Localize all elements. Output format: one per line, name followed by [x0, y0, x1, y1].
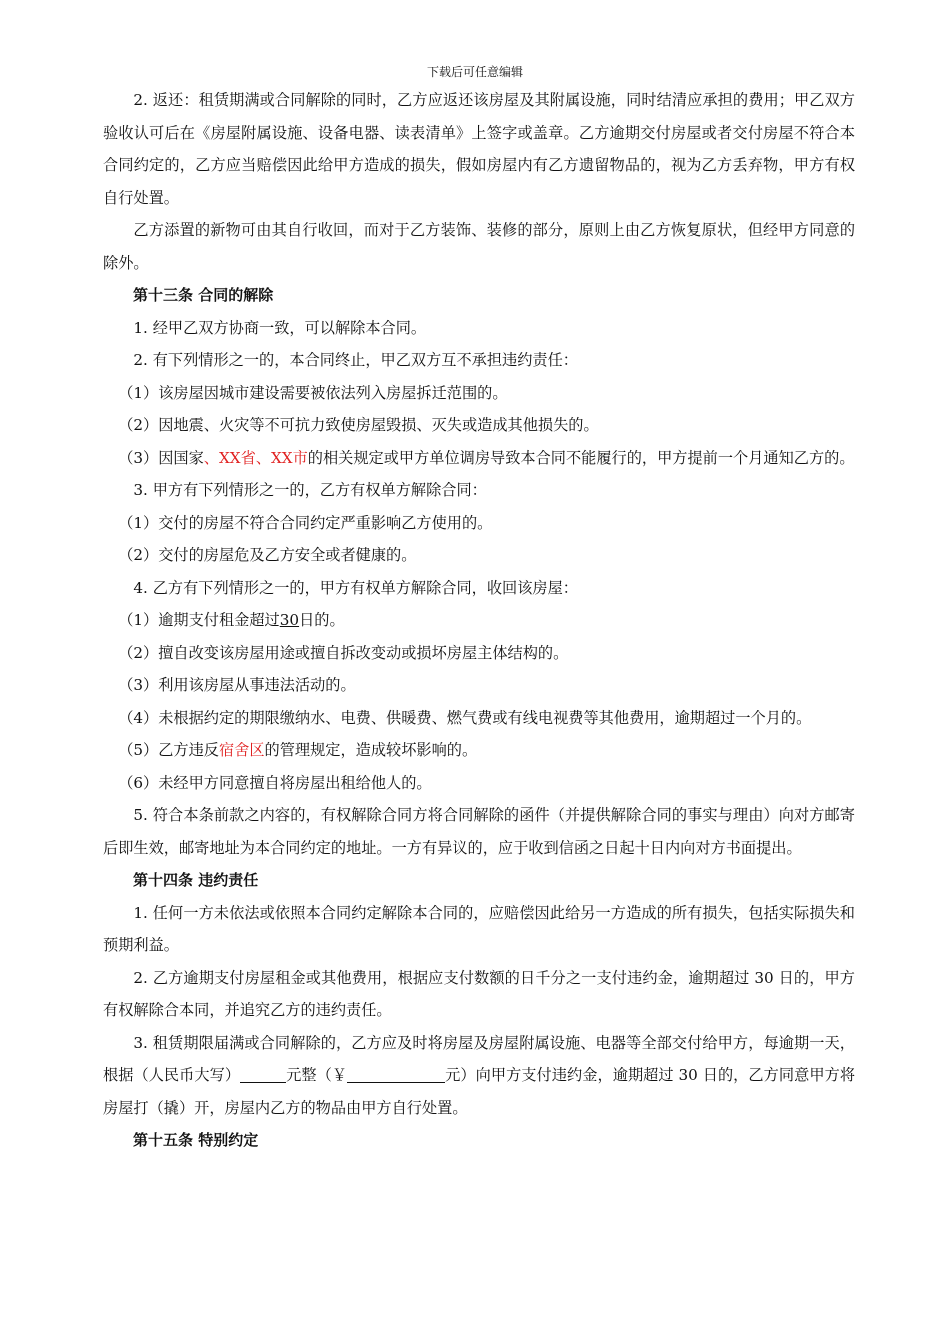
blank-amount-words-field[interactable] [240, 1064, 286, 1083]
text-segment: 元）向甲方支付违约金，逾期超过 30 日的，乙方同意甲方将房屋打（撬）开，房屋内乙方的物品由甲方自行处置。 [103, 1066, 856, 1117]
text-segment: 日的。 [299, 611, 345, 629]
article-13-item-4-4: （4）未根据约定的期限缴纳水、电费、供暖费、燃气费或有线电视费等其他费用，逾期超过一个月的。 [118, 708, 812, 727]
text-segment: （1）逾期支付租金超过 [118, 611, 280, 629]
article-13-item-4-1 [103, 604, 855, 637]
underlined-days-value: 30 [279, 611, 300, 629]
article-13-item-4: 4. 乙方有下列情形之一的，甲方有权单方解除合同，收回该房屋： [133, 578, 578, 597]
text-segment: 的管理规定，造成较坏影响的。 [264, 741, 478, 759]
article-13-item-2-2: （2）因地震、火灾等不可抗力致使房屋毁损、灭失或造成其他损失的。 [118, 416, 599, 434]
article-13-item-3: 3. 甲方有下列情形之一的，乙方有权单方解除合同： [133, 481, 487, 499]
red-highlight-text: 、XX省、XX市 [203, 448, 308, 467]
blank-amount-number-field[interactable] [347, 1064, 445, 1083]
article-13-item-3-2: （2）交付的房屋危及乙方安全或者健康的。 [118, 546, 417, 564]
paragraph-return-clause: 2. 返还：租赁期满或合同解除的同时，乙方应返还该房屋及其附属设施，同时结清应承担的费用；甲乙双方验收认可后在《房屋附属设施、设备电器、读表清单》上签字或盖章。乙方逾期交付房屋或者交付房屋不符合本合同约定的，乙方应当赔偿因此给甲方造成的损失，假如房屋内有乙方遗留物品的，视为乙方丢弃物，甲方有权自行处置。 [103, 91, 855, 207]
article-14-item-3 [103, 1027, 855, 1125]
article-13-item-2-3 [103, 442, 855, 475]
article-13-item-4-3: （3）利用该房屋从事违法活动的。 [118, 676, 356, 694]
page-header-note: 下载后可任意编辑 [426, 65, 523, 79]
article-14-heading: 第十四条 违约责任 [133, 871, 259, 889]
text-segment: 元整（￥ [286, 1066, 348, 1084]
article-13-item-4-2: （2）擅自改变该房屋用途或擅自拆改变动或损坏房屋主体结构的。 [118, 643, 569, 662]
article-13-item-4-6: （6）未经甲方同意擅自将房屋出租给他人的。 [118, 773, 432, 792]
article-13-item-3-1: （1）交付的房屋不符合合同约定严重影响乙方使用的。 [118, 513, 493, 532]
article-13-item-5: 5. 符合本条前款之内容的，有权解除合同方将合同解除的函件（并提供解除合同的事实与理由）向对方邮寄后即生效，邮寄地址为本合同约定的地址。一方有异议的，应于收到信函之日起十日内向对方书面提出。 [103, 806, 855, 857]
article-13-item-4-5 [103, 734, 855, 767]
article-13-item-2: 2. 有下列情形之一的，本合同终止，甲乙双方互不承担违约责任： [133, 351, 578, 369]
paragraph-added-items: 乙方添置的新物可由其自行收回，而对于乙方装饰、装修的部分，原则上由乙方恢复原状，但经甲方同意的除外。 [103, 221, 855, 272]
article-14-item-1: 1. 任何一方未依法或依照本合同约定解除本合同的，应赔偿因此给另一方造成的所有损失，包括实际损失和预期利益。 [103, 903, 855, 954]
text-segment: （3）因国家 [118, 448, 204, 467]
article-15-heading: 第十五条 特别约定 [133, 1131, 259, 1149]
article-14-item-2: 2. 乙方逾期支付房屋租金或其他费用，根据应支付数额的日千分之一支付违约金，逾期超过 30 日的，甲方有权解除合本同，并追究乙方的违约责任。 [103, 968, 855, 1019]
article-13-heading: 第十三条 合同的解除 [133, 286, 274, 304]
text-segment: 3. 租赁期限届满或合同解除的，乙方应及时将房屋及房屋附属设施、电器等全部交付给甲方，每逾期一天，根据（人民币大写） [103, 1033, 855, 1084]
text-segment: 的相关规定或甲方单位调房导致本合同不能履行的，甲方提前一个月通知乙方的。 [307, 448, 855, 467]
document-body [103, 84, 855, 1157]
article-13-item-1: 1. 经甲乙双方协商一致，可以解除本合同。 [133, 318, 427, 337]
article-13-item-2-1: （1）该房屋因城市建设需要被依法列入房屋拆迁范围的。 [118, 383, 508, 402]
red-highlight-text: 宿舍区 [218, 741, 265, 759]
text-segment: （5）乙方违反 [118, 741, 219, 759]
